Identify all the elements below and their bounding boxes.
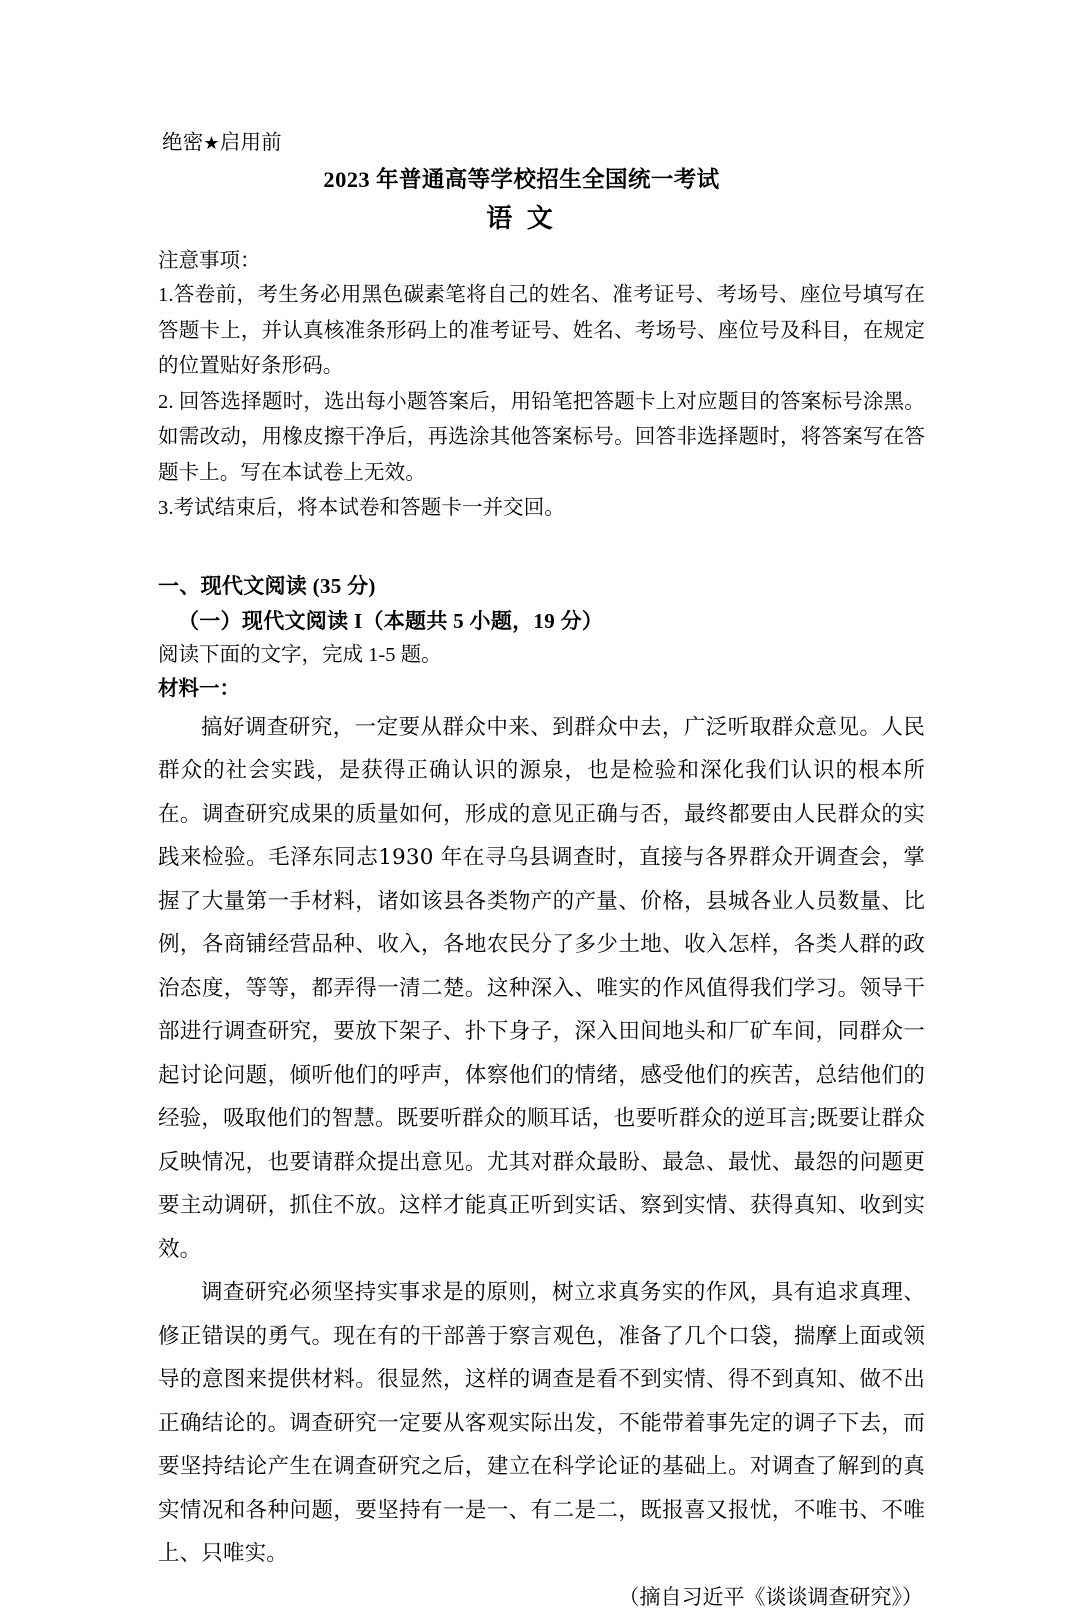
passage-source-attribution: （摘自习近平《谈谈调查研究》） (158, 1576, 925, 1619)
confidential-suffix: 启用前 (220, 132, 282, 154)
reading-instruction: 阅读下面的文字，完成 1-5 题。 (158, 639, 925, 672)
star-icon: ★ (203, 133, 219, 154)
confidential-prefix: 绝密 (162, 132, 203, 154)
subject-title: 语 文 (158, 199, 925, 239)
section-heading-modern-reading: 一、现代文阅读 (35 分) (158, 569, 925, 604)
notice-item-3: 3.考试结束后，将本试卷和答题卡一并交回。 (158, 491, 925, 527)
notices-block (158, 245, 925, 527)
passage-paragraph-2: 调查研究必须坚持实事求是的原则，树立求真务实的作风，具有追求真理、修正错误的勇气。现在有的干部善于察言观色，准备了几个口袋，揣摩上面或领导的意图来提供材料。很显然，这样的调查是看不到实情、得不到真知、做不出正确结论的。调查研究一定要从客观实际出发，不能带着事先定的调子下去，而要坚持结论产生在调查研究之后，建立在科学论证的基础上。对调查了解到的真实情况和各种问题，要坚持有一是一、有二是二，既报喜又报忧，不唯书、不唯上、只唯实。 (158, 1271, 925, 1576)
material-label-one: 材料一： (158, 672, 925, 706)
exam-title: 2023 年普通高等学校招生全国统一考试 (158, 163, 925, 197)
notices-label: 注意事项： (158, 245, 925, 278)
section-spacer (158, 527, 925, 569)
passage-paragraph-1: 搞好调查研究，一定要从群众中来、到群众中去，广泛听取群众意见。人民群众的社会实践，是获得正确认识的源泉，也是检验和深化我们认识的根本所在。调查研究成果的质量如何，形成的意见正确与否，最终都要由人民群众的实践来检验。毛泽东同志1930 年在寻乌县调查时，直接与各界群众开调查会，掌握了大量第一手材料，诸如该县各类物产的产量、价格，县城各业人员数量、比例，各商铺经营品种、收入，各地农民分了多少土地、收入怎样，各类人群的政治态度，等等，都弄得一清二楚。这种深入、唯实的作风值得我们学习。领导干部进行调查研究，要放下架子、扑下身子，深入田间地头和厂矿车间，同群众一起讨论问题，倾听他们的呼声，体察他们的情绪，感受他们的疾苦，总结他们的经验，吸取他们的智慧。既要听群众的顺耳话，也要听群众的逆耳言;既要让群众反映情况，也要请群众提出意见。尤其对群众最盼、最急、最忧、最怨的问题更要主动调研，抓住不放。这样才能真正听到实话、察到实情、获得真知、收到实效。 (158, 706, 925, 1272)
notice-item-2: 2. 回答选择题时，选出每小题答案后，用铅笔把答题卡上对应题目的答案标号涂黑。如需改动，用橡皮擦干净后，再选涂其他答案标号。回答非选择题时，将答案写在答题卡上。写在本试卷上无效。 (158, 385, 925, 492)
confidential-notice (162, 128, 925, 159)
subsection-heading-modern-reading-1: （一）现代文阅读 I（本题共 5 小题，19 分） (158, 604, 925, 639)
notice-item-1: 1.答卷前，考生务必用黑色碳素笔将自己的姓名、准考证号、考场号、座位号填写在答题卡上，并认真核准条形码上的准考证号、姓名、考场号、座位号及科目，在规定的位置贴好条形码。 (158, 278, 925, 385)
